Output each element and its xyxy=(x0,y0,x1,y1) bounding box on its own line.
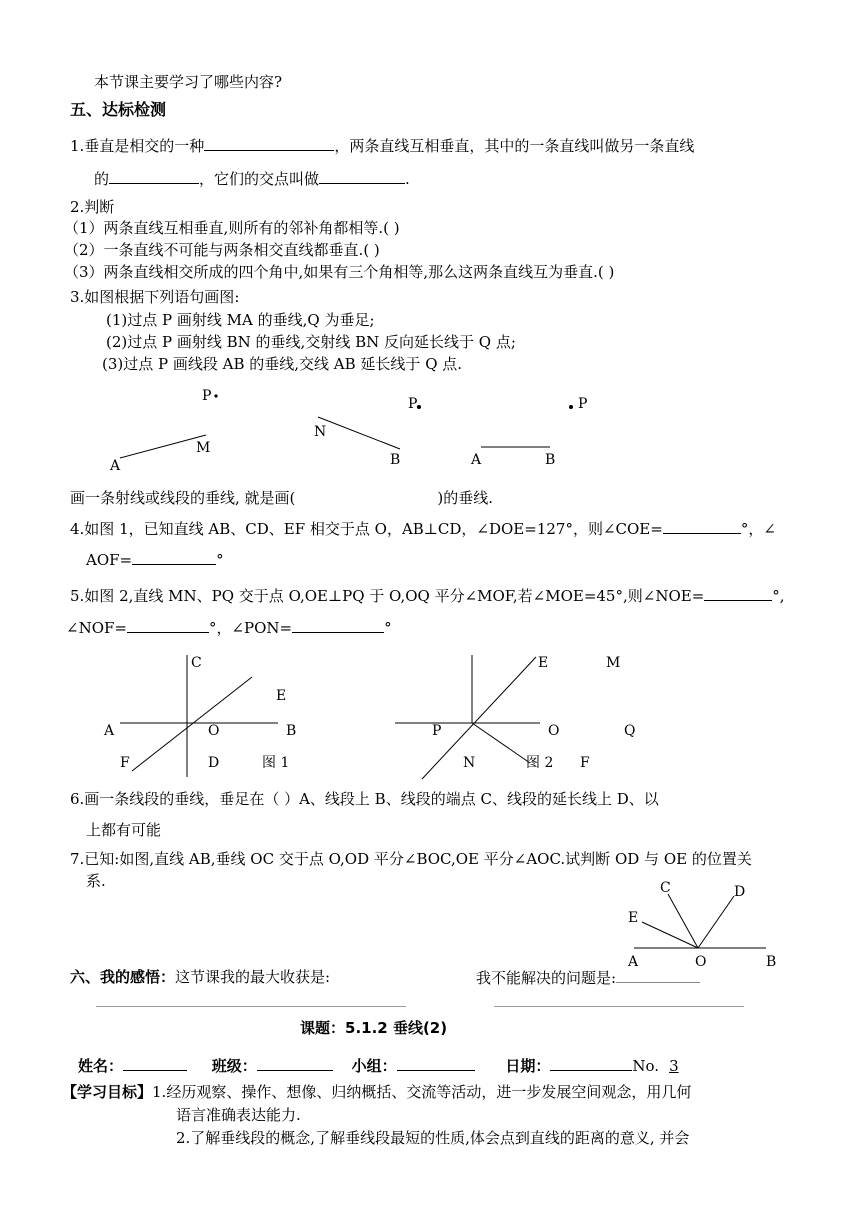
section6-problem-answer-line[interactable] xyxy=(494,1006,744,1007)
q2-item-3: （3）两条直线相交所成的四个角中,如果有三个角相等,那么这两条直线互为垂直.( ) xyxy=(64,263,615,281)
q3-label-a3: A xyxy=(471,452,482,468)
section6-problem-blank[interactable] xyxy=(616,967,700,983)
q3-summary-b: )的垂线. xyxy=(437,489,494,507)
fig3-label-o: O xyxy=(695,954,707,970)
q3-summary-a: 画一条射线或线段的垂线, 就是画( xyxy=(70,489,296,507)
fig3 xyxy=(600,876,800,972)
q3-label-b2: B xyxy=(390,452,401,468)
no-label: No. xyxy=(632,1057,660,1075)
fig2-caption: 图 2 xyxy=(526,755,554,771)
lesson-info-row xyxy=(78,1055,709,1076)
q1-blank2[interactable] xyxy=(109,168,199,184)
q1-line1 xyxy=(70,135,694,156)
q2-item-2: （2）一条直线不可能与两条相交直线都垂直.( ) xyxy=(64,241,380,259)
fig1-label-c: C xyxy=(191,655,202,671)
fig1-line-ef xyxy=(132,677,252,771)
q5-line1 xyxy=(70,585,785,606)
q3-summary xyxy=(70,488,493,508)
q4-part-d: ° xyxy=(216,551,224,569)
q1-part-e: . xyxy=(405,170,410,188)
fig1-fig2 xyxy=(0,645,860,785)
q5-part-b: °, xyxy=(772,587,785,605)
fig3-label-e: E xyxy=(628,910,639,926)
q5-line2 xyxy=(66,617,392,638)
q7-line2: 系. xyxy=(86,872,106,890)
fig1-label-d: D xyxy=(208,755,220,771)
lesson-title-label: 课题： xyxy=(300,1019,346,1037)
q6-line1: 6.画一条线段的垂线，垂足在（ ）A、线段上 B、线段的端点 C、线段的延长线上 D、以 xyxy=(70,790,659,808)
q1-part-a: 1.垂直是相交的一种 xyxy=(70,137,205,155)
lesson-title xyxy=(300,1018,447,1038)
fig2-label-f: F xyxy=(580,755,590,771)
q1-blank3[interactable] xyxy=(319,168,405,184)
q3-label-b3: B xyxy=(545,452,556,468)
q3-label-m1: M xyxy=(196,440,211,456)
q3-point-p2 xyxy=(417,405,421,409)
objective-line-2: 语言准确表达能力. xyxy=(176,1106,301,1124)
date-field[interactable] xyxy=(550,1055,632,1071)
q5-part-c: ∠NOF= xyxy=(66,619,127,637)
section6-problem-line xyxy=(476,967,700,988)
fig2-label-q: Q xyxy=(624,723,636,739)
date-label: 日期： xyxy=(505,1057,551,1075)
q1-line2 xyxy=(94,168,410,189)
q3-item-1: (1)过点 P 画射线 MA 的垂线,Q 为垂足; xyxy=(106,311,375,329)
class-field[interactable] xyxy=(257,1055,333,1071)
fig1-label-e: E xyxy=(276,688,287,704)
fig3-ray-oe xyxy=(642,922,698,948)
q4-line1 xyxy=(70,518,776,539)
fig1-label-f: F xyxy=(120,755,130,771)
objectives-label: 【学习目标】 xyxy=(62,1083,153,1101)
section6-line xyxy=(70,967,330,987)
q5-part-d: °，∠PON= xyxy=(208,619,293,637)
objective-line-1: 1.经历观察、操作、想像、归纳概括、交流等活动，进一步发展空间观念，用几何 xyxy=(152,1083,692,1101)
fig2-label-n: N xyxy=(463,755,476,771)
q4-part-c: AOF= xyxy=(86,551,133,569)
fig2-label-o: O xyxy=(548,723,560,739)
name-field[interactable] xyxy=(123,1055,187,1071)
fig2-line-mn xyxy=(422,657,536,779)
fig1-label-o: O xyxy=(208,723,220,739)
q3-ray-ma xyxy=(120,435,206,458)
q5-part-a: 5.如图 2,直线 MN、PQ 交于点 O,OE⊥PQ 于 O,OQ 平分∠MOF,若∠MOE=45°,则∠NOE= xyxy=(70,587,705,605)
fig3-label-d: D xyxy=(734,884,746,900)
fig3-ray-od xyxy=(698,896,734,948)
q7-line1: 7.已知:如图,直线 AB,垂线 OC 交于点 O,OD 平分∠BOC,OE 平分∠AOC.试判断 OD 与 OE 的位置关 xyxy=(70,850,752,868)
q5-part-e: ° xyxy=(384,619,392,637)
section5-heading: 五、达标检测 xyxy=(70,100,167,119)
q3-label-p1: P xyxy=(202,388,212,404)
q3-point-p3 xyxy=(569,405,573,409)
lesson-title-value: 5.1.2 垂线(2) xyxy=(345,1019,448,1037)
q5-blank1[interactable] xyxy=(704,585,772,601)
fig2-label-e: E xyxy=(538,655,549,671)
q3-point-p1 xyxy=(214,394,217,397)
fig2-ray-of xyxy=(472,723,530,763)
objective-line-3: 2.了解垂线段的概念,了解垂线段最短的性质,体会点到直线的距离的意义, 并会 xyxy=(176,1129,690,1147)
q4-line2 xyxy=(86,549,224,570)
q4-part-b: °，∠ xyxy=(740,520,776,538)
fig3-label-a: A xyxy=(628,954,639,970)
q3-ray-bn xyxy=(318,417,400,449)
fig2-label-m: M xyxy=(606,655,621,671)
q4-blank2[interactable] xyxy=(132,549,216,565)
q3-label-a1: A xyxy=(110,458,121,474)
no-value: 3 xyxy=(669,1057,679,1075)
class-label: 班级： xyxy=(211,1057,257,1075)
group-field[interactable] xyxy=(397,1055,475,1071)
section6-heading: 六、我的感悟： xyxy=(70,968,176,986)
q4-part-a: 4.如图 1，已知直线 AB、CD、EF 相交于点 O，AB⊥CD，∠DOE=127°，则∠COE= xyxy=(70,520,663,538)
objectives-row1 xyxy=(62,1082,691,1102)
name-label: 姓名： xyxy=(78,1057,124,1075)
q1-part-d: ，它们的交点叫做 xyxy=(199,170,320,188)
fig3-label-b: B xyxy=(766,954,777,970)
q5-blank3[interactable] xyxy=(292,617,384,633)
q3-label-n2: N xyxy=(314,424,327,440)
section6-problem: 我不能解决的问题是: xyxy=(476,969,617,987)
group-label: 小组： xyxy=(351,1057,397,1075)
q6-line2: 上都有可能 xyxy=(86,821,162,839)
fig1-caption: 图 1 xyxy=(262,755,290,771)
q3-item-2: (2)过点 P 画射线 BN 的垂线,交射线 BN 反向延长线于 Q 点; xyxy=(106,333,516,351)
fig1-label-a: A xyxy=(104,723,115,739)
q3-title: 3.如图根据下列语句画图: xyxy=(70,288,240,306)
q3-item-3: (3)过点 P 画线段 AB 的垂线,交线 AB 延长线于 Q 点. xyxy=(102,355,463,373)
fig1-label-b: B xyxy=(286,723,297,739)
q2-item-1: （1）两条直线互相垂直,则所有的邻补角都相等.( ) xyxy=(64,219,400,237)
q1-part-b: ，两条直线互相垂直，其中的一条直线叫做另一条直线 xyxy=(334,137,695,155)
q5-blank2[interactable] xyxy=(127,617,209,633)
fig3-label-c: C xyxy=(660,880,671,896)
section6-gain-answer-line[interactable] xyxy=(96,1006,406,1007)
q3-figures xyxy=(0,380,860,480)
fig2-label-p: P xyxy=(432,723,442,739)
section6-gain: 这节课我的最大收获是: xyxy=(175,968,331,986)
q2-title: 2.判断 xyxy=(70,198,115,216)
q1-part-c: 的 xyxy=(94,170,110,188)
q3-label-p2: P xyxy=(408,396,418,412)
fig3-ray-oc xyxy=(668,894,698,948)
q4-blank1[interactable] xyxy=(663,518,741,534)
q1-blank1[interactable] xyxy=(204,135,334,151)
q3-label-p3: P xyxy=(578,396,588,412)
intro-question: 本节课主要学习了哪些内容? xyxy=(94,73,283,91)
